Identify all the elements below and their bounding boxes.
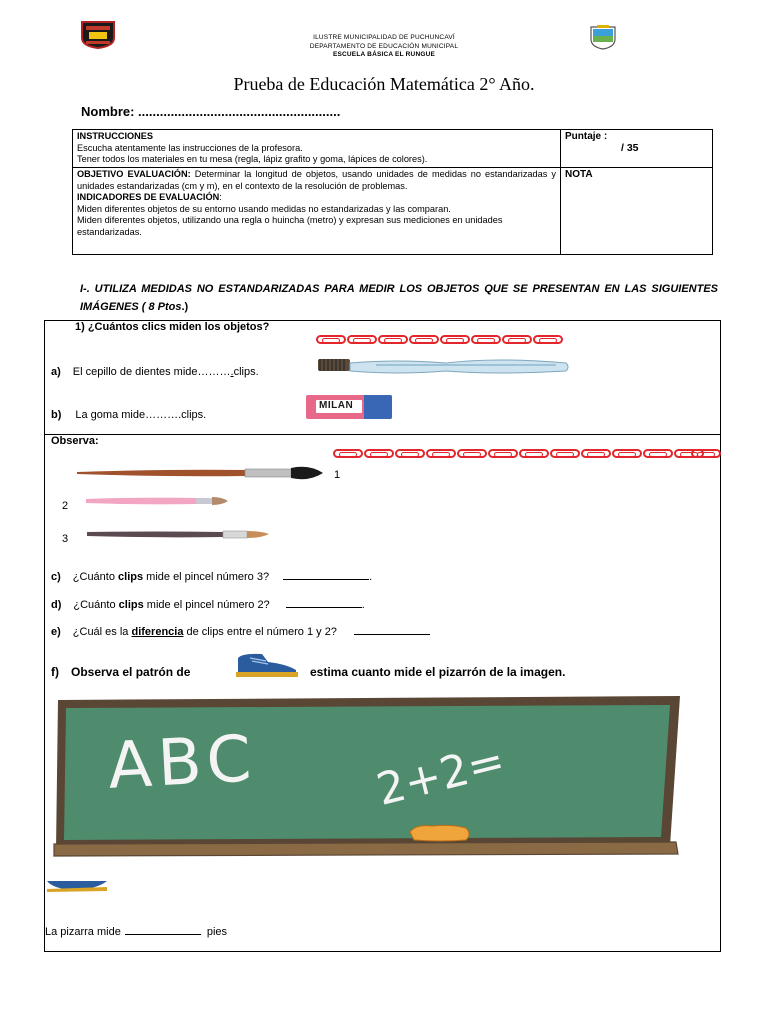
section-heading-end: .): [181, 301, 189, 313]
section-heading: [80, 280, 718, 316]
paintbrush-3-number: 3: [62, 533, 69, 545]
grade-label: NOTA: [565, 169, 593, 180]
indicator-line: Miden diferentes objetos de su entorno usando medidas no estandarizadas y las comparan.: [77, 203, 451, 214]
paintbrush-3-image: [85, 527, 271, 539]
question-c-pre: ¿Cuánto: [72, 571, 119, 583]
question-d: [51, 598, 365, 611]
instruction-line: Escucha atentamente las instrucciones de la profesora.: [77, 142, 303, 153]
indicators-label: INDICADORES DE EVALUACIÓN: [77, 192, 220, 203]
instructions-heading: INSTRUCCIONES: [77, 131, 154, 141]
question-d-blank[interactable]: [286, 598, 362, 608]
chalkboard-letters: ABC: [106, 722, 260, 804]
question-a: [51, 366, 259, 378]
final-answer-blank[interactable]: [125, 925, 201, 935]
question-c: [51, 570, 372, 583]
question-d-letter: d): [51, 599, 62, 611]
instructions-cell: [73, 130, 561, 168]
question-a-letter: a): [51, 366, 61, 378]
paintbrush-2-number: 2: [62, 500, 69, 512]
question-e: [51, 625, 430, 638]
indicator-line: Miden diferentes objetos, utilizando una regla o huincha (metro) y expresan sus mediciones en unidades estandarizadas.: [77, 215, 503, 237]
page-title: Prueba de Educación Matemática 2° Año.: [233, 74, 535, 94]
section-heading-text: I-. UTILIZA MEDIDAS NO ESTANDARIZADAS PARA MEDIR LOS OBJETOS QUE SE PRESENTAN EN LAS SIGUIENTES IMÁGENES (: [80, 283, 718, 313]
question-f: [51, 665, 190, 679]
indicators-heading: [77, 192, 556, 204]
paintbrush-1-number: 1: [334, 469, 341, 481]
objective-label: OBJETIVO EVALUACIÓN:: [77, 169, 191, 179]
question-e-blank[interactable]: [354, 625, 430, 635]
question-f-post: estima cuanto mide el pizarrón de la imagen.: [310, 665, 566, 679]
score-label: Puntaje :: [565, 131, 608, 142]
question-b-letter: b): [51, 409, 62, 421]
observa-label: Observa:: [51, 435, 99, 447]
question-2-box: [44, 434, 721, 952]
paperclip-row-top: [316, 335, 566, 347]
question-a-blank[interactable]: .: [230, 366, 234, 378]
section-points: 8 Ptos: [148, 301, 182, 313]
question-a-end: clips.: [233, 366, 259, 378]
question-b: [51, 409, 206, 421]
toothbrush-image: [316, 355, 572, 377]
grade-cell: [561, 168, 713, 255]
question-f-pre: Observa el patrón de: [71, 665, 191, 679]
instructions-table: [72, 129, 713, 255]
question-c-bold: clips: [118, 571, 144, 583]
instruction-line: Tener todos los materiales en tu mesa (regla, lápiz grafito y goma, lápices de colores).: [77, 154, 428, 165]
objective-description: Determinar la longitud de objetos, usando unidades de medidas no estandarizadas y unidades estandarizadas (cm y m), en el contexto de la resolución de problemas.: [77, 169, 556, 191]
header-school: ESCUELA BÁSICA EL RUNGUE: [332, 51, 436, 58]
question-d-bold: clips: [118, 599, 144, 611]
question-d-end: .: [361, 599, 365, 611]
final-answer-post: pies: [206, 926, 228, 938]
eraser-brand: MILAN: [319, 400, 354, 411]
objective-cell: [73, 168, 561, 255]
paintbrush-1-image: [75, 464, 325, 482]
question-c-end: .: [369, 571, 373, 583]
header-municipality: ILUSTRE MUNICIPALIDAD DE PUCHUNCAVÍ: [313, 34, 455, 41]
question-a-text: El cepillo de dientes mide………: [72, 366, 231, 378]
question-e-post: de clips entre el número 1 y 2?: [183, 626, 337, 638]
shoe-icon-partial: [45, 880, 109, 892]
indicators-colon: :: [219, 192, 222, 203]
question-e-pre: ¿Cuál es la: [72, 626, 132, 638]
eraser-image: [306, 395, 392, 419]
chalkboard-math: 2+2=: [371, 735, 510, 816]
final-answer-pre: La pizarra mide: [45, 926, 121, 938]
question-e-bold: diferencia: [131, 626, 184, 638]
question-e-letter: e): [51, 626, 61, 638]
question-c-blank[interactable]: [283, 570, 369, 580]
score-cell: [561, 130, 713, 168]
question-c-post: mide el pincel número 3?: [143, 571, 270, 583]
question-d-pre: ¿Cuánto: [73, 599, 119, 611]
name-field[interactable]: Nombre: ........................................................: [81, 104, 341, 119]
score-value: / 35: [621, 141, 639, 154]
objective-text: [77, 169, 556, 192]
paintbrush-2-image: [84, 494, 230, 508]
question-f-letter: f): [51, 665, 59, 679]
paperclip-row-long: [333, 449, 723, 461]
header-department: DEPARTAMENTO DE EDUCACIÓN MUNICIPAL: [309, 43, 459, 50]
question-1-title: 1) ¿Cuántos clics miden los objetos?: [75, 321, 270, 333]
final-answer: [45, 925, 227, 938]
shoe-icon: [234, 652, 300, 678]
question-c-letter: c): [51, 571, 61, 583]
question-b-text: La goma mide……….clips.: [75, 409, 207, 421]
question-d-post: mide el pincel número 2?: [143, 599, 270, 611]
